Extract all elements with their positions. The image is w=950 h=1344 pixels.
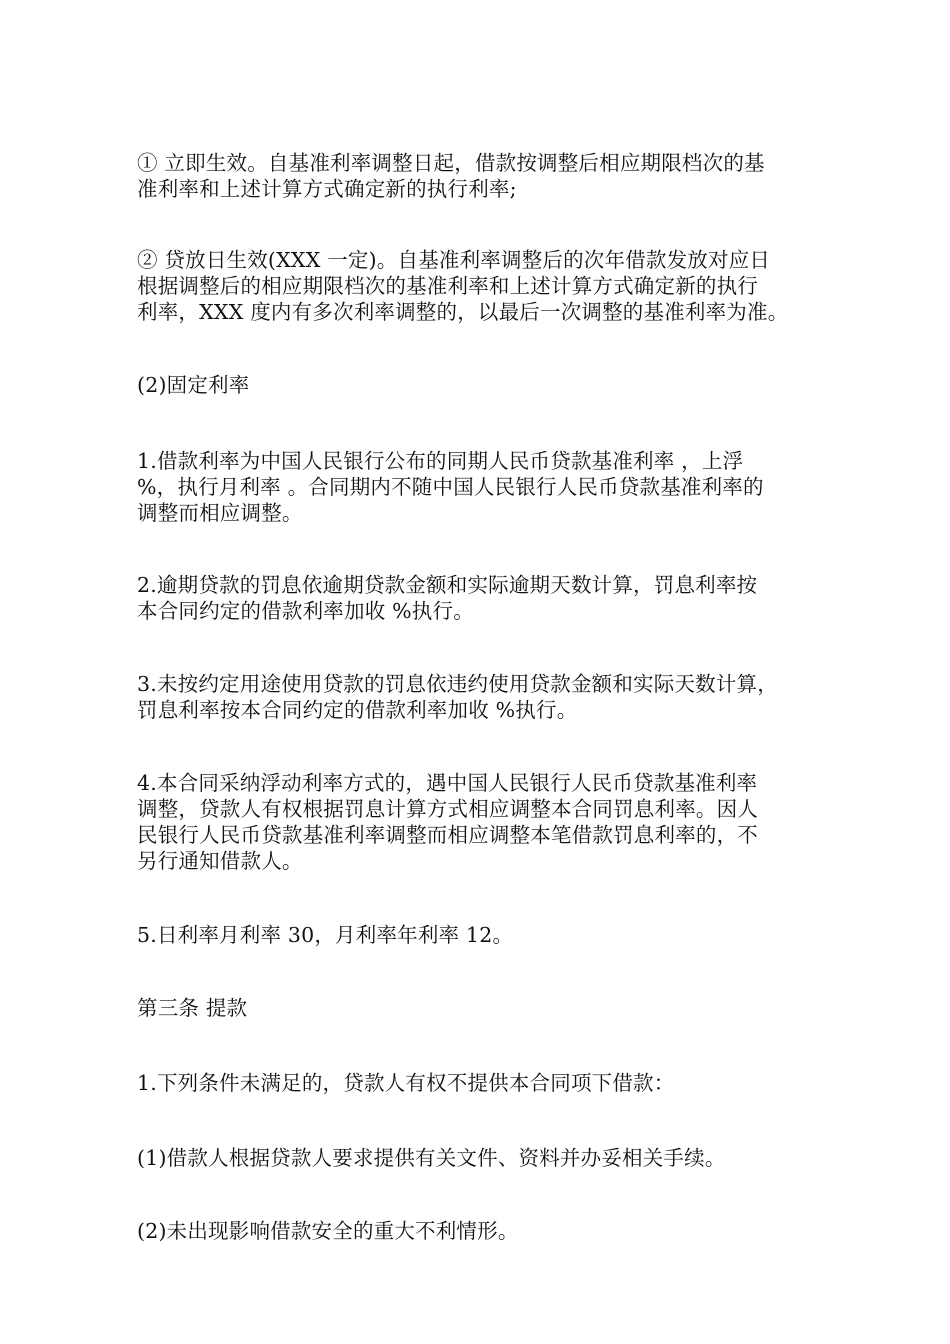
- text-line: 1.借款利率为中国人民银行公布的同期人民币贷款基准利率 ，上浮: [137, 449, 744, 473]
- paragraph-drawdown-conditions: [137, 1070, 822, 1096]
- text-line: 5.日利率月利率 30，月利率年利率 12。: [137, 923, 514, 947]
- text-line: 罚息利率按本合同约定的借款利率加收 %执行。: [137, 698, 578, 722]
- text-line: 1.下列条件未满足的，贷款人有权不提供本合同项下借款：: [137, 1071, 675, 1095]
- paragraph-overdue-penalty: [137, 572, 822, 624]
- text-line: %，执行月利率 。合同期内不随中国人民银行人民币贷款基准利率的: [137, 475, 764, 499]
- text-line: (1)借款人根据贷款人要求提供有关文件、资料并办妥相关手续。: [137, 1146, 726, 1170]
- list-item-condition-1: [137, 1145, 822, 1171]
- list-item-condition-2: [137, 1218, 822, 1244]
- text-line: 3.未按约定用途使用贷款的罚息依违约使用贷款金额和实际天数计算，: [137, 672, 778, 696]
- text-line: 利率，XXX 度内有多次利率调整的，以最后一次调整的基准利率为准。: [137, 300, 789, 324]
- paragraph-rate-adjust-immediate: [137, 150, 822, 202]
- text-line: (2)固定利率: [137, 373, 250, 397]
- paragraph-floating-rate-adjust: [137, 770, 822, 874]
- text-line: ① 立即生效。自基准利率调整日起，借款按调整后相应期限档次的基: [137, 151, 765, 175]
- text-line: 调整，贷款人有权根据罚息计算方式相应调整本合同罚息利率。因人: [137, 797, 758, 821]
- text-line: 本合同约定的借款利率加收 %执行。: [137, 599, 474, 623]
- text-line: 另行通知借款人。: [137, 849, 303, 873]
- text-line: 准利率和上述计算方式确定新的执行利率;: [137, 177, 517, 201]
- text-line: 2.逾期贷款的罚息依逾期贷款金额和实际逾期天数计算，罚息利率按: [137, 573, 758, 597]
- text-line: 根据调整后的相应期限档次的基准利率和上述计算方式确定新的执行: [137, 274, 758, 298]
- text-line: (2)未出现影响借款安全的重大不利情形。: [137, 1219, 519, 1243]
- text-line: ② 贷放日生效(XXX 一定)。自基准利率调整后的次年借款发放对应日: [137, 248, 771, 272]
- paragraph-rate-adjust-disbursement: [137, 247, 822, 325]
- text-line: 民银行人民币贷款基准利率调整而相应调整本笔借款罚息利率的，不: [137, 823, 758, 847]
- paragraph-rate-conversion: [137, 922, 822, 948]
- heading-fixed-rate: [137, 372, 822, 398]
- text-line: 4.本合同采纳浮动利率方式的，遇中国人民银行人民币贷款基准利率: [137, 771, 758, 795]
- text-line: 调整而相应调整。: [137, 501, 303, 525]
- paragraph-misuse-penalty: [137, 671, 822, 723]
- text-line: 第三条 提款: [137, 996, 248, 1020]
- heading-article-three: [137, 995, 822, 1021]
- paragraph-loan-rate: [137, 448, 822, 526]
